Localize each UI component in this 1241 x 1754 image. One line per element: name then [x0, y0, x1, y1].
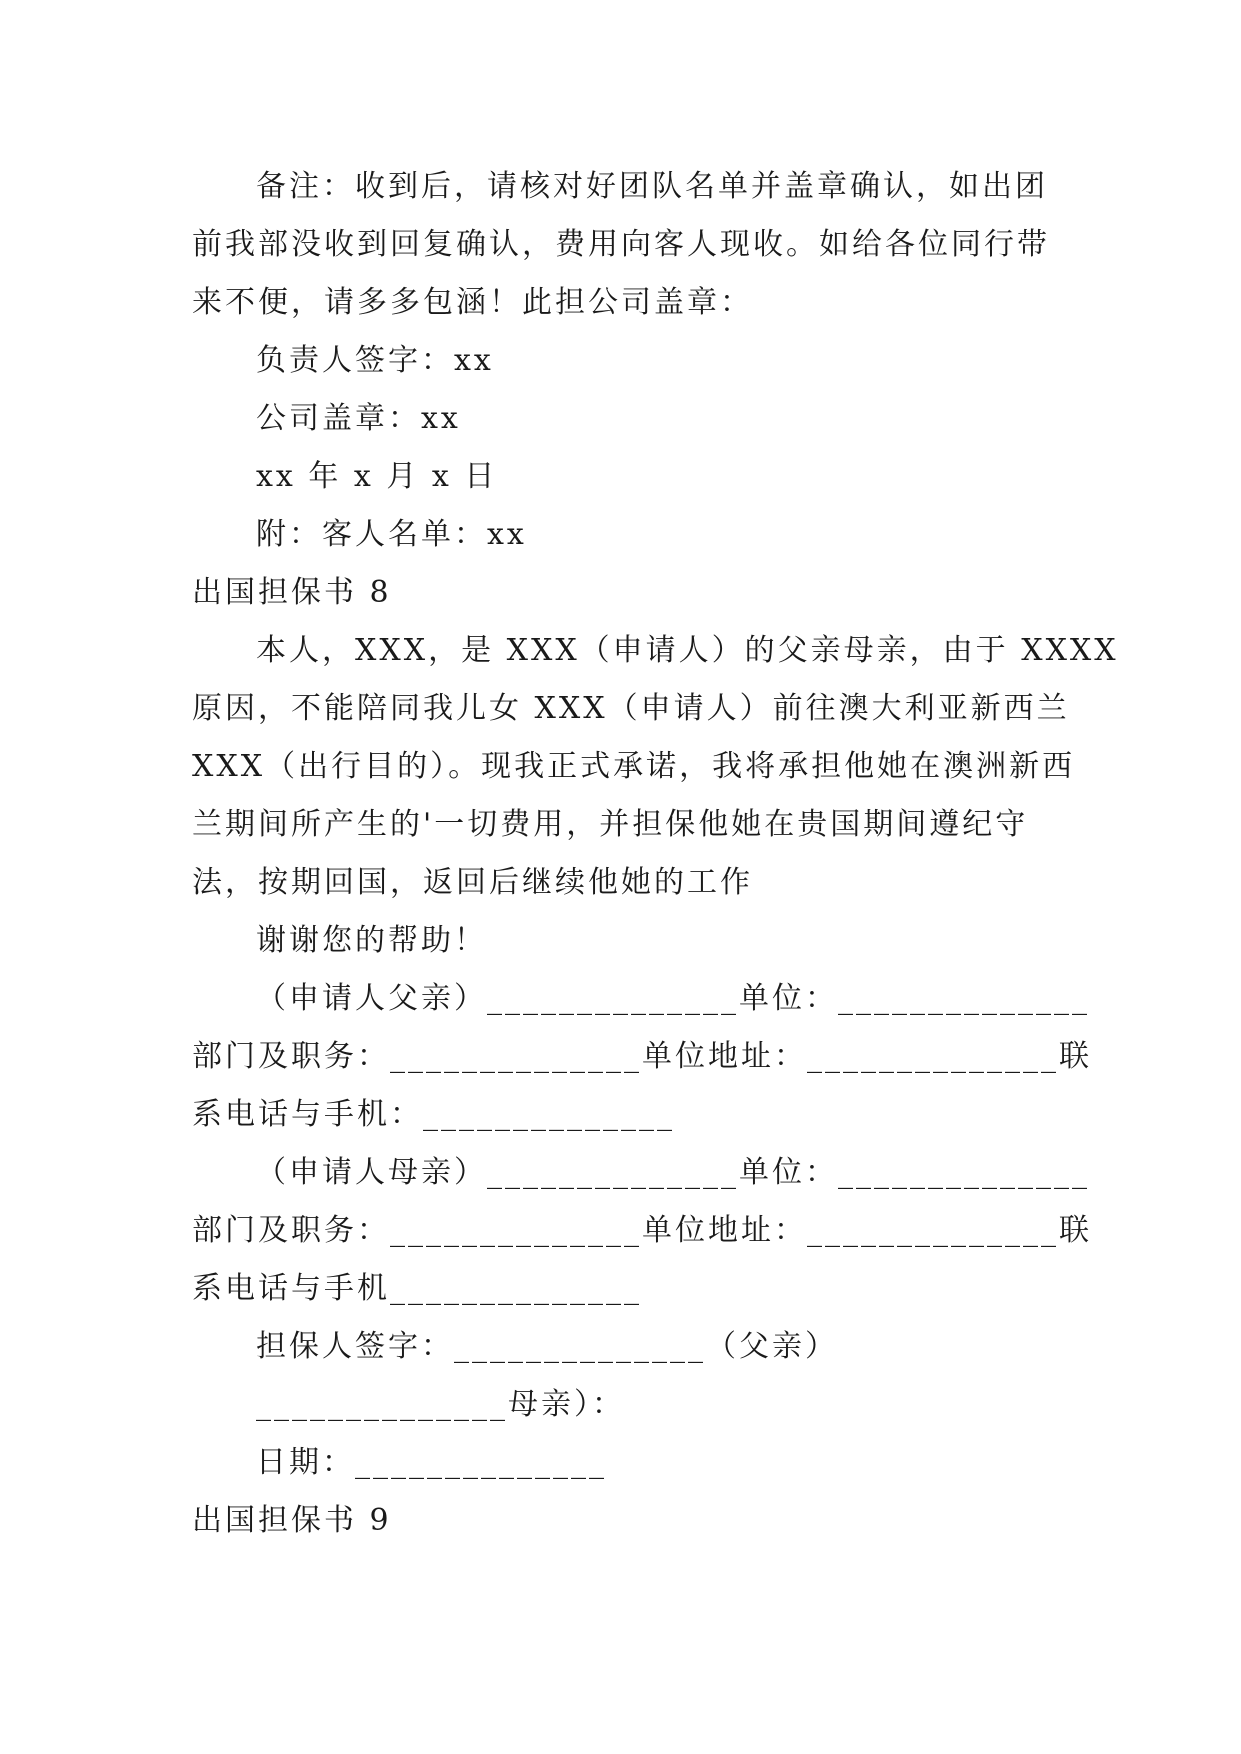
father-info-paragraph: [192, 970, 1092, 1144]
date-line: xx 年 x 月 x 日: [256, 459, 498, 494]
company-seal-line: 公司盖章：xx: [256, 401, 461, 436]
remark-paragraph: [192, 158, 1052, 332]
mother-info-line: （申请人母亲）______________单位：______________: [256, 1155, 1090, 1190]
mother-info-paragraph: [192, 1144, 1092, 1318]
body-line: XXX（出行目的）。现我正式承诺，我将承担他她在澳洲新西: [192, 749, 1076, 784]
mother-signature-line: ______________母亲）：: [256, 1387, 625, 1422]
father-info-line: 系电话与手机：______________: [192, 1097, 675, 1132]
father-info-line: 部门及职务：______________单位地址：______________联: [192, 1039, 1092, 1074]
section-title-9: 出国担保书 9: [192, 1503, 392, 1538]
section-title-8: 出国担保书 8: [192, 575, 392, 610]
body-line: 法，按期回国，返回后继续他她的工作: [192, 865, 753, 900]
document-content: [192, 158, 1119, 1550]
thanks-line: 谢谢您的帮助！: [256, 923, 487, 958]
body-line: 本人，XXX，是 XXX（申请人）的父亲母亲，由于 XXXX: [256, 633, 1119, 668]
mother-info-line: 系电话与手机______________: [192, 1271, 642, 1306]
body-line: 兰期间所产生的'一切费用，并担保他她在贵国期间遵纪守: [192, 807, 1029, 842]
person-in-charge-signature: 负责人签字：xx: [256, 343, 494, 378]
guarantor-signature-line: 担保人签字：______________（父亲）: [256, 1329, 838, 1364]
mother-info-line: 部门及职务：______________单位地址：______________联: [192, 1213, 1092, 1248]
body-line: 原因，不能陪同我儿女 XXX（申请人）前往澳大利亚新西兰: [192, 691, 1070, 726]
father-info-line: （申请人父亲）______________单位：______________: [256, 981, 1090, 1016]
attachment-line: 附：客人名单：xx: [256, 517, 527, 552]
remark-line: 来不便，请多多包涵！此担公司盖章：: [192, 285, 753, 320]
remark-line: 前我部没收到回复确认，费用向客人现收。如给各位同行带: [192, 227, 1050, 262]
guarantee-body-paragraph: [192, 622, 1119, 912]
remark-line: 备注：收到后，请核对好团队名单并盖章确认，如出团: [256, 169, 1048, 204]
sign-date-line: 日期：______________: [256, 1445, 607, 1480]
